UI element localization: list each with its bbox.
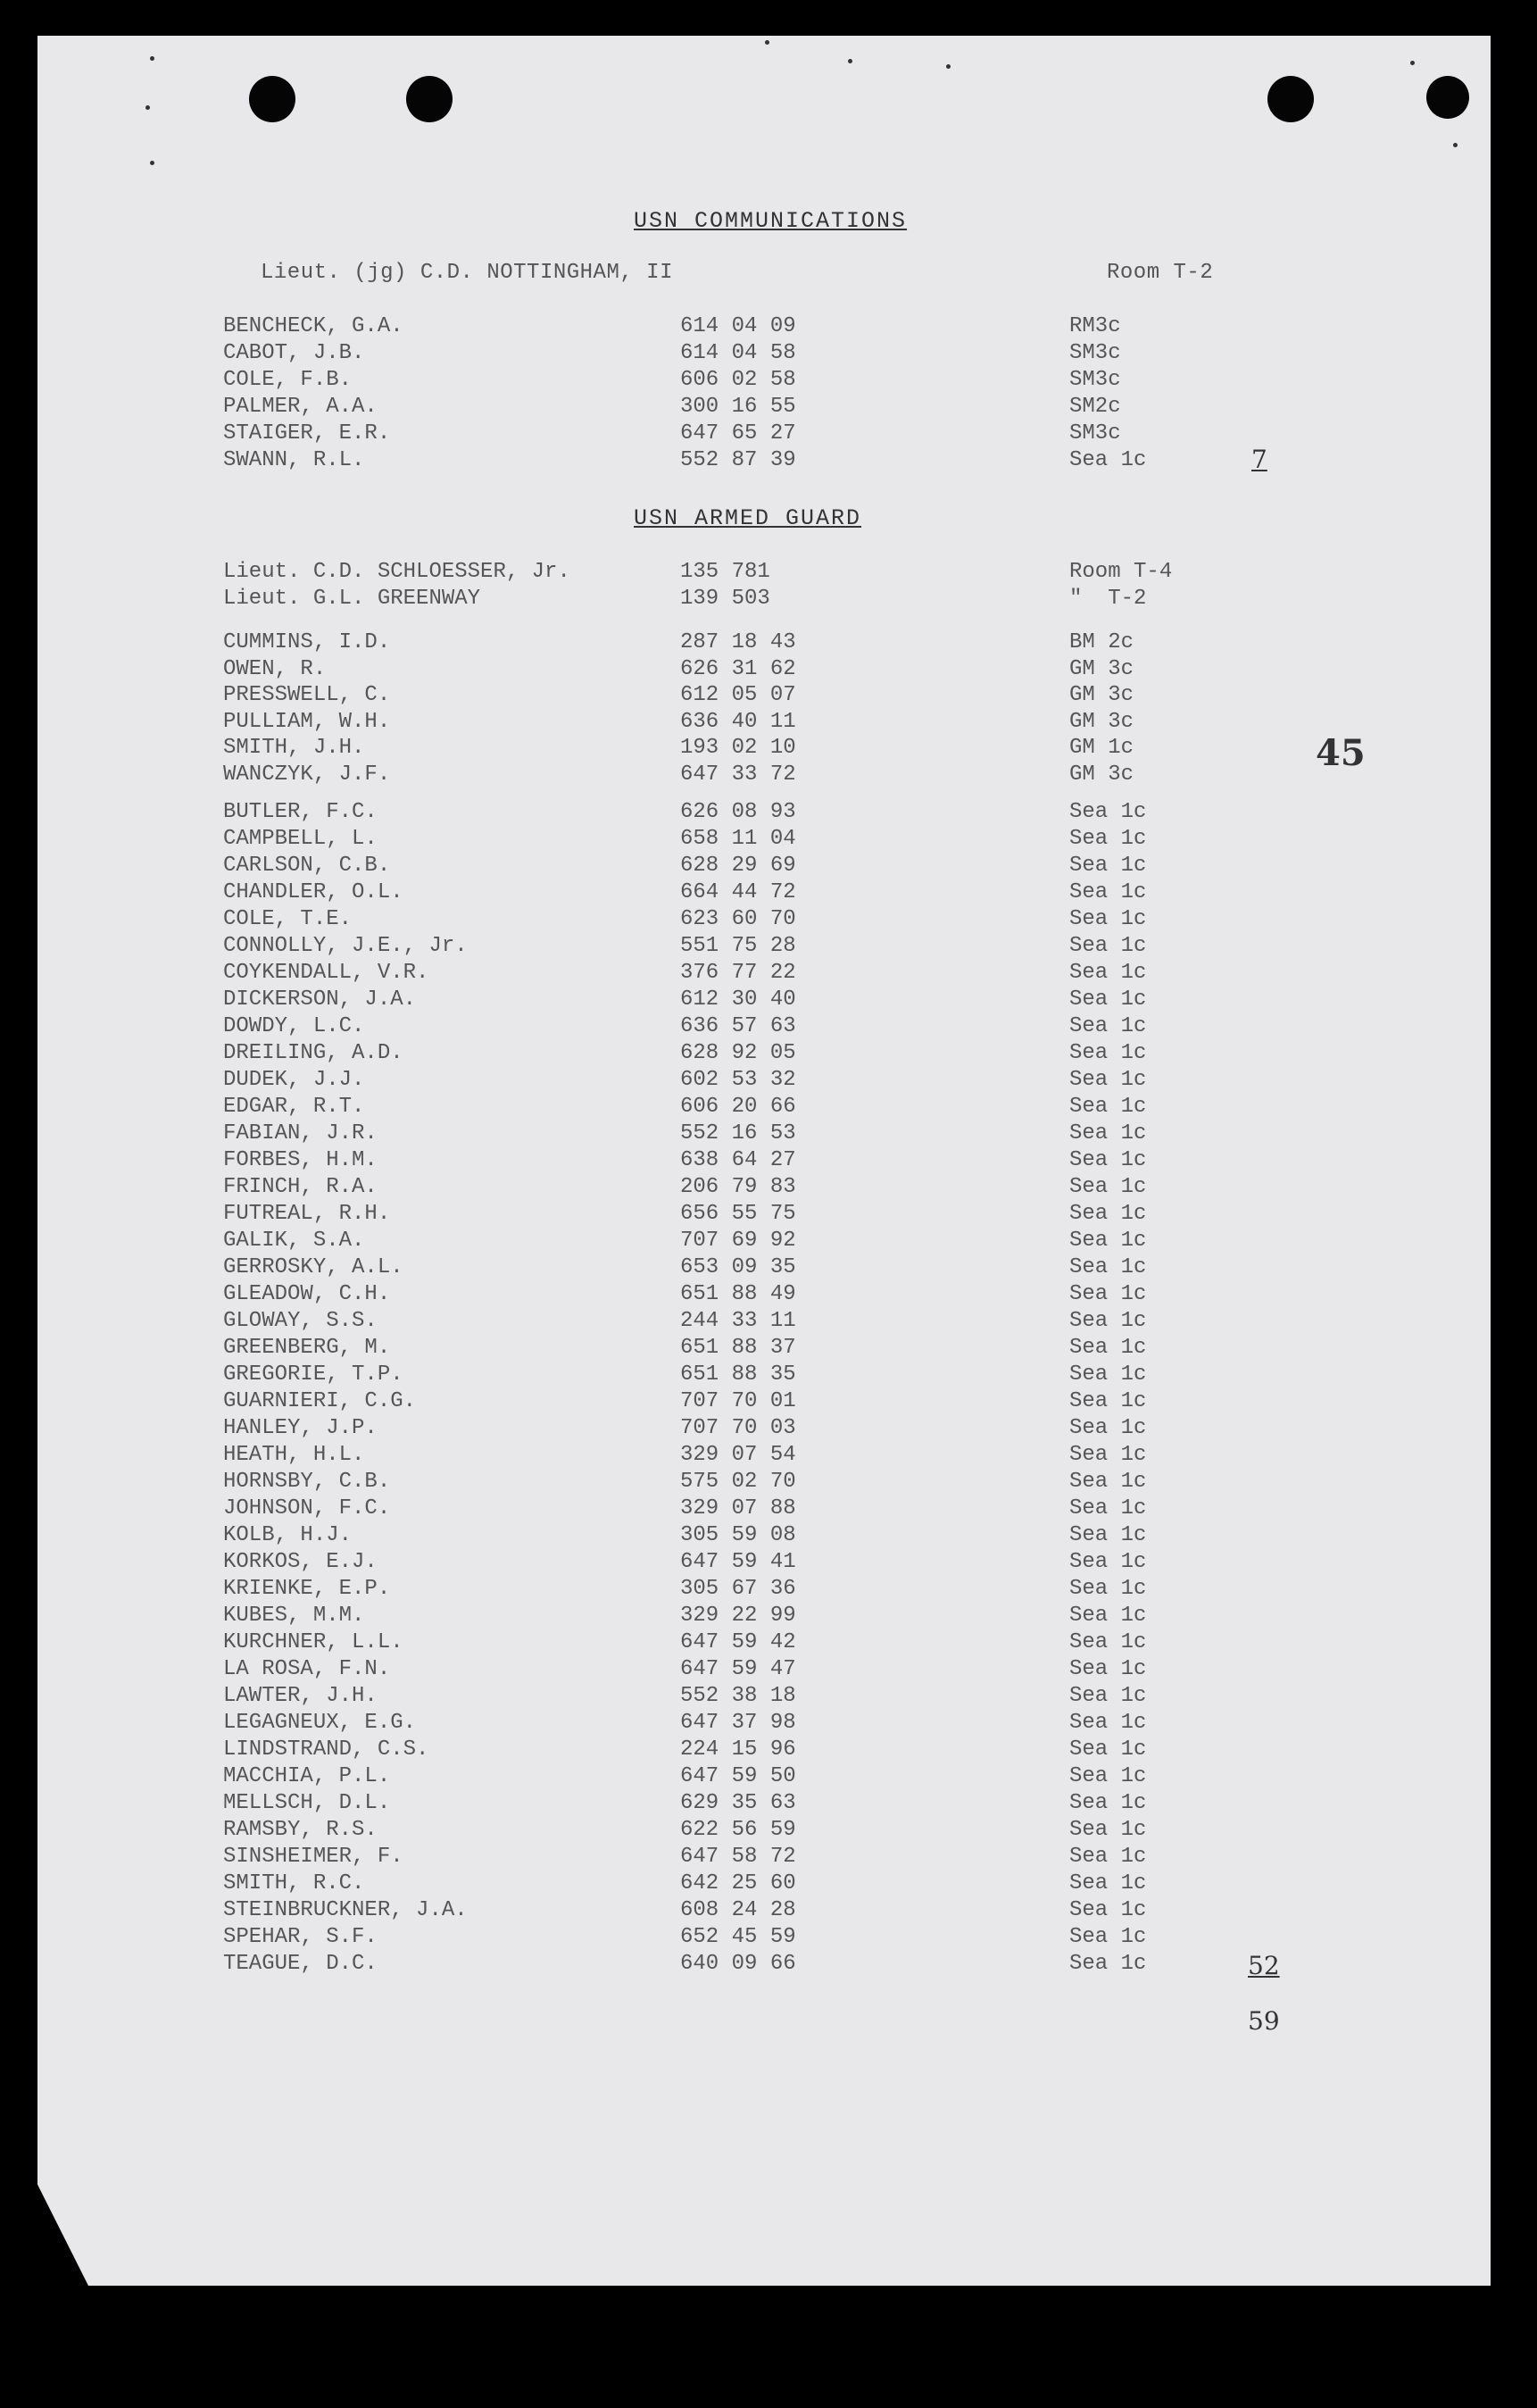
person-name: LA ROSA, F.N.: [223, 1657, 391, 1681]
rating: Sea 1c: [1069, 1711, 1147, 1735]
rating: Sea 1c: [1069, 1309, 1147, 1333]
service-number: 575 02 70: [680, 1470, 796, 1494]
rating: Sea 1c: [1069, 1604, 1147, 1628]
service-number: 640 09 66: [680, 1952, 796, 1976]
rating: GM 1c: [1069, 736, 1134, 760]
service-number: 329 07 54: [680, 1443, 796, 1467]
page-total: 59: [1248, 2006, 1280, 2036]
person-name: TEAGUE, D.C.: [223, 1952, 378, 1976]
person-name: HEATH, H.L.: [223, 1443, 365, 1467]
rating: Sea 1c: [1069, 1095, 1147, 1119]
room-assignment: Room T-4: [1069, 560, 1173, 584]
person-name: HANLEY, J.P.: [223, 1416, 378, 1440]
service-number: 606 20 66: [680, 1095, 796, 1119]
service-number: 612 30 40: [680, 987, 796, 1012]
service-number: 626 31 62: [680, 656, 796, 681]
rating: Sea 1c: [1069, 1068, 1147, 1092]
service-number: 614 04 58: [680, 341, 796, 365]
person-name: HORNSBY, C.B.: [223, 1470, 391, 1494]
rating: Sea 1c: [1069, 1737, 1147, 1762]
section-title-communications: USN COMMUNICATIONS: [634, 208, 908, 234]
service-number: 608 24 28: [680, 1898, 796, 1922]
rating: Sea 1c: [1069, 1416, 1147, 1440]
service-number: 614 04 09: [680, 314, 796, 338]
rating: SM3c: [1069, 368, 1121, 392]
rating: Sea 1c: [1069, 1202, 1147, 1226]
service-number: 329 07 88: [680, 1496, 796, 1521]
rating: Sea 1c: [1069, 1523, 1147, 1547]
officer-room: Room T-2: [1107, 261, 1214, 285]
service-number: 244 33 11: [680, 1309, 796, 1333]
person-name: Lieut. G.L. GREENWAY: [223, 587, 481, 611]
margin-number: 45: [1316, 732, 1366, 774]
person-name: BENCHECK, G.A.: [223, 314, 403, 338]
person-name: LINDSTRAND, C.S.: [223, 1737, 429, 1762]
person-name: KOLB, H.J.: [223, 1523, 353, 1547]
service-number: 622 56 59: [680, 1818, 796, 1842]
person-name: Lieut. C.D. SCHLOESSER, Jr.: [223, 560, 570, 584]
person-name: PULLIAM, W.H.: [223, 709, 391, 734]
rating: Sea 1c: [1069, 961, 1147, 985]
communications-count: 7: [1251, 445, 1267, 474]
service-number: 652 45 59: [680, 1925, 796, 1949]
paper-speck: [1453, 143, 1458, 147]
service-number: 647 59 50: [680, 1764, 796, 1788]
service-number: 647 59 47: [680, 1657, 796, 1681]
service-number: 626 08 93: [680, 800, 796, 824]
rating: Sea 1c: [1069, 1175, 1147, 1199]
paper-speck: [946, 64, 951, 69]
paper-speck: [765, 40, 769, 45]
person-name: BUTLER, F.C.: [223, 800, 378, 824]
rating: Sea 1c: [1069, 800, 1147, 824]
person-name: MELLSCH, D.L.: [223, 1791, 391, 1815]
service-number: 636 40 11: [680, 709, 796, 734]
rating: Sea 1c: [1069, 827, 1147, 851]
rating: GM 3c: [1069, 656, 1134, 681]
service-number: 628 29 69: [680, 854, 796, 878]
rating: SM2c: [1069, 395, 1121, 419]
paper-speck: [848, 59, 852, 63]
rating: Sea 1c: [1069, 1336, 1147, 1360]
person-name: GERROSKY, A.L.: [223, 1255, 403, 1279]
person-name: SINSHEIMER, F.: [223, 1845, 403, 1869]
person-name: FABIAN, J.R.: [223, 1121, 378, 1146]
paper-speck: [1410, 61, 1415, 65]
punch-hole-left: [249, 76, 295, 122]
person-name: FRINCH, R.A.: [223, 1175, 378, 1199]
service-number: 629 35 63: [680, 1791, 796, 1815]
rating: Sea 1c: [1069, 1764, 1147, 1788]
person-name: STEINBRUCKNER, J.A.: [223, 1898, 468, 1922]
person-name: KRIENKE, E.P.: [223, 1577, 391, 1601]
rating: Sea 1c: [1069, 1925, 1147, 1949]
service-number: 651 88 35: [680, 1362, 796, 1387]
rating: Sea 1c: [1069, 1791, 1147, 1815]
service-number: 551 75 28: [680, 934, 796, 958]
person-name: COLE, F.B.: [223, 368, 353, 392]
service-number: 707 69 92: [680, 1229, 796, 1253]
rating: Sea 1c: [1069, 854, 1147, 878]
rating: Sea 1c: [1069, 448, 1147, 472]
service-number: 658 11 04: [680, 827, 796, 851]
rating: GM 3c: [1069, 762, 1134, 787]
person-name: CUMMINS, I.D.: [223, 630, 391, 654]
service-number: 656 55 75: [680, 1202, 796, 1226]
service-number: 647 37 98: [680, 1711, 796, 1735]
service-number: 135 781: [680, 560, 770, 584]
service-number: 602 53 32: [680, 1068, 796, 1092]
rating: Sea 1c: [1069, 1577, 1147, 1601]
service-number: 647 33 72: [680, 762, 796, 787]
service-number: 612 05 07: [680, 683, 796, 707]
person-name: OWEN, R.: [223, 656, 327, 681]
person-name: FUTREAL, R.H.: [223, 1202, 391, 1226]
service-number: 300 16 55: [680, 395, 796, 419]
service-number: 642 25 60: [680, 1871, 796, 1896]
punch-hole-corner: [1426, 76, 1469, 119]
person-name: JOHNSON, F.C.: [223, 1496, 391, 1521]
person-name: GREGORIE, T.P.: [223, 1362, 403, 1387]
person-name: DUDEK, J.J.: [223, 1068, 365, 1092]
rating: Sea 1c: [1069, 1496, 1147, 1521]
person-name: WANCZYK, J.F.: [223, 762, 391, 787]
service-number: 623 60 70: [680, 907, 796, 931]
person-name: PALMER, A.A.: [223, 395, 378, 419]
rating: Sea 1c: [1069, 1282, 1147, 1306]
rating: SM3c: [1069, 421, 1121, 446]
service-number: 651 88 49: [680, 1282, 796, 1306]
person-name: SPEHAR, S.F.: [223, 1925, 378, 1949]
rating: Sea 1c: [1069, 934, 1147, 958]
service-number: 628 92 05: [680, 1041, 796, 1065]
rating: Sea 1c: [1069, 907, 1147, 931]
person-name: COYKENDALL, V.R.: [223, 961, 429, 985]
service-number: 305 59 08: [680, 1523, 796, 1547]
rating: Sea 1c: [1069, 1362, 1147, 1387]
person-name: GREENBERG, M.: [223, 1336, 391, 1360]
person-name: COLE, T.E.: [223, 907, 353, 931]
rating: GM 3c: [1069, 683, 1134, 707]
service-number: 139 503: [680, 587, 770, 611]
person-name: FORBES, H.M.: [223, 1148, 378, 1172]
service-number: 707 70 03: [680, 1416, 796, 1440]
person-name: MACCHIA, P.L.: [223, 1764, 391, 1788]
service-number: 329 22 99: [680, 1604, 796, 1628]
service-number: 647 58 72: [680, 1845, 796, 1869]
person-name: DOWDY, L.C.: [223, 1014, 365, 1038]
service-number: 376 77 22: [680, 961, 796, 985]
rating: SM3c: [1069, 341, 1121, 365]
person-name: RAMSBY, R.S.: [223, 1818, 378, 1842]
service-number: 552 38 18: [680, 1684, 796, 1708]
person-name: PRESSWELL, C.: [223, 683, 391, 707]
service-number: 638 64 27: [680, 1148, 796, 1172]
rating: RM3c: [1069, 314, 1121, 338]
rating: BM 2c: [1069, 630, 1134, 654]
section-title-armed-guard: USN ARMED GUARD: [634, 505, 862, 531]
rating: Sea 1c: [1069, 1389, 1147, 1413]
rating: Sea 1c: [1069, 1470, 1147, 1494]
rating: Sea 1c: [1069, 1148, 1147, 1172]
service-number: 664 44 72: [680, 880, 796, 904]
person-name: EDGAR, R.T.: [223, 1095, 365, 1119]
officer-name: Lieut. (jg) C.D. NOTTINGHAM, II: [261, 261, 673, 285]
rating: Sea 1c: [1069, 1871, 1147, 1896]
person-name: CABOT, J.B.: [223, 341, 365, 365]
rating: Sea 1c: [1069, 1845, 1147, 1869]
rating: Sea 1c: [1069, 1550, 1147, 1574]
service-number: 287 18 43: [680, 630, 796, 654]
service-number: 552 16 53: [680, 1121, 796, 1146]
person-name: SWANN, R.L.: [223, 448, 365, 472]
person-name: GALIK, S.A.: [223, 1229, 365, 1253]
person-name: CHANDLER, O.L.: [223, 880, 403, 904]
person-name: SMITH, J.H.: [223, 736, 365, 760]
person-name: LAWTER, J.H.: [223, 1684, 378, 1708]
person-name: CONNOLLY, J.E., Jr.: [223, 934, 468, 958]
rating: Sea 1c: [1069, 1952, 1147, 1976]
rating: Sea 1c: [1069, 1121, 1147, 1146]
service-number: 647 59 42: [680, 1630, 796, 1654]
person-name: GUARNIERI, C.G.: [223, 1389, 417, 1413]
service-number: 606 02 58: [680, 368, 796, 392]
person-name: KURCHNER, L.L.: [223, 1630, 403, 1654]
rating: Sea 1c: [1069, 1818, 1147, 1842]
person-name: SMITH, R.C.: [223, 1871, 365, 1896]
rating: Sea 1c: [1069, 1041, 1147, 1065]
punch-hole-right: [1267, 76, 1314, 122]
service-number: 206 79 83: [680, 1175, 796, 1199]
armed-guard-count: 52: [1248, 1951, 1280, 1980]
paper-speck: [145, 105, 150, 110]
rating: Sea 1c: [1069, 1229, 1147, 1253]
rating: Sea 1c: [1069, 987, 1147, 1012]
service-number: 636 57 63: [680, 1014, 796, 1038]
person-name: STAIGER, E.R.: [223, 421, 391, 446]
paper-speck: [150, 56, 154, 61]
rating: Sea 1c: [1069, 1443, 1147, 1467]
person-name: GLEADOW, C.H.: [223, 1282, 391, 1306]
room-assignment: " T-2: [1069, 587, 1147, 611]
person-name: LEGAGNEUX, E.G.: [223, 1711, 417, 1735]
person-name: KUBES, M.M.: [223, 1604, 365, 1628]
person-name: DREILING, A.D.: [223, 1041, 403, 1065]
service-number: 651 88 37: [680, 1336, 796, 1360]
rating: Sea 1c: [1069, 880, 1147, 904]
rating: Sea 1c: [1069, 1255, 1147, 1279]
person-name: DICKERSON, J.A.: [223, 987, 417, 1012]
service-number: 647 65 27: [680, 421, 796, 446]
person-name: CARLSON, C.B.: [223, 854, 391, 878]
rating: Sea 1c: [1069, 1898, 1147, 1922]
service-number: 653 09 35: [680, 1255, 796, 1279]
person-name: GLOWAY, S.S.: [223, 1309, 378, 1333]
punch-hole-center: [406, 76, 453, 122]
service-number: 193 02 10: [680, 736, 796, 760]
rating: Sea 1c: [1069, 1014, 1147, 1038]
service-number: 707 70 01: [680, 1389, 796, 1413]
service-number: 305 67 36: [680, 1577, 796, 1601]
rating: Sea 1c: [1069, 1657, 1147, 1681]
rating: Sea 1c: [1069, 1684, 1147, 1708]
service-number: 224 15 96: [680, 1737, 796, 1762]
service-number: 647 59 41: [680, 1550, 796, 1574]
rating: Sea 1c: [1069, 1630, 1147, 1654]
service-number: 552 87 39: [680, 448, 796, 472]
person-name: KORKOS, E.J.: [223, 1550, 378, 1574]
person-name: CAMPBELL, L.: [223, 827, 378, 851]
paper-speck: [150, 161, 154, 165]
rating: GM 3c: [1069, 709, 1134, 734]
